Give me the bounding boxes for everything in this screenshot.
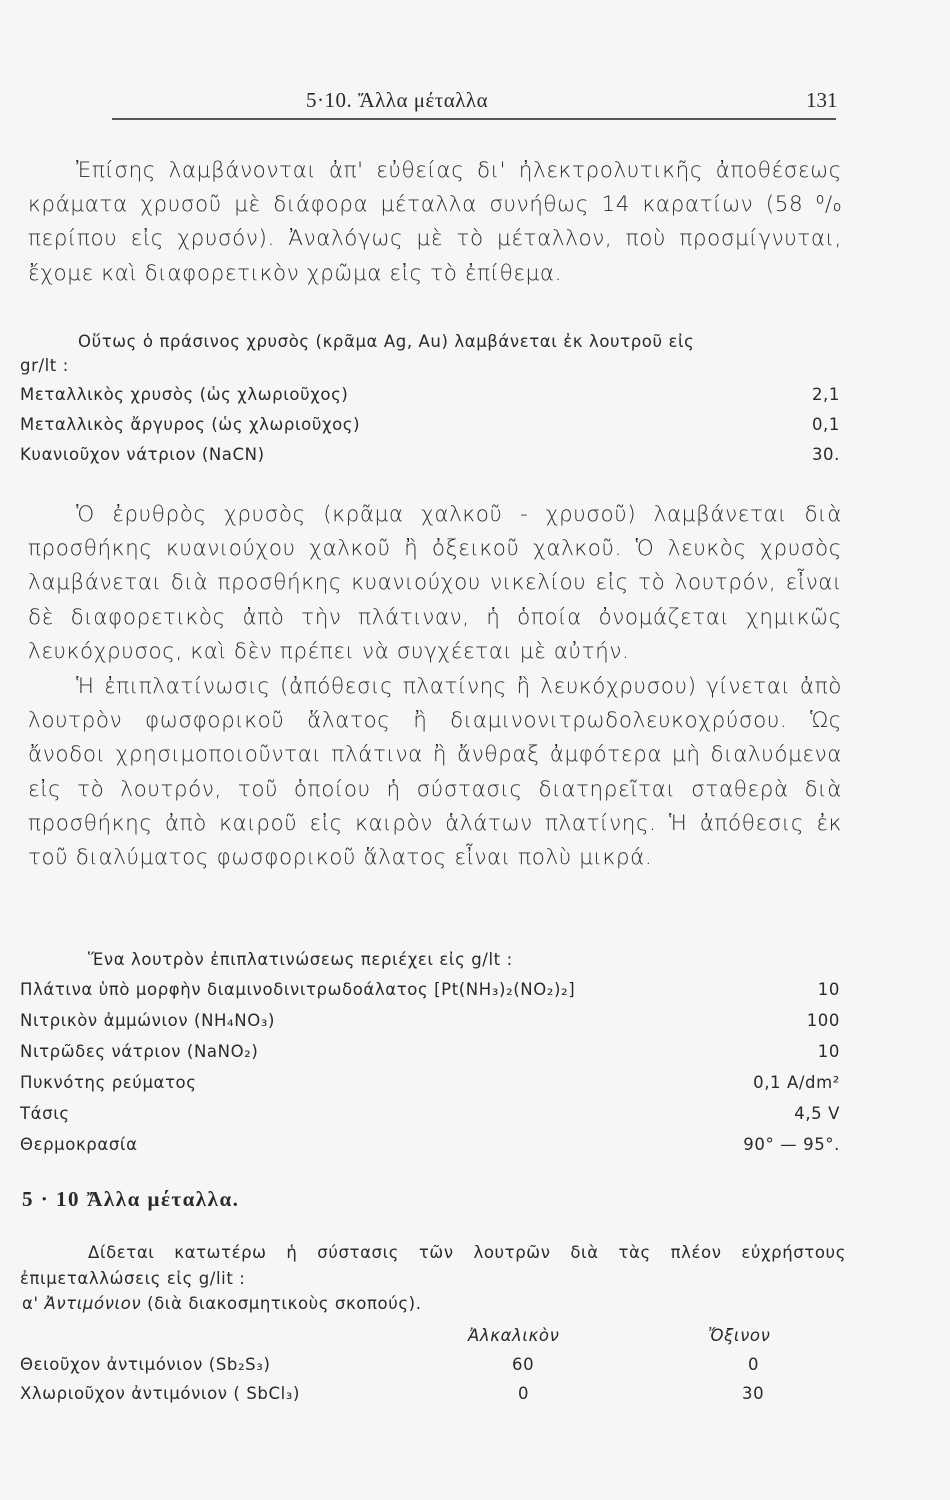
table-row bbox=[20, 415, 840, 445]
row-label: Πλάτινα ὑπὸ μορφὴν διαμινοδινιτρωδοάλατος [Pt(NH₃)₂(NO₂)₂] bbox=[20, 980, 576, 999]
table-row bbox=[20, 1355, 840, 1385]
green-gold-intro: Οὕτως ὁ πράσινος χρυσὸς (κρᾶμα Ag, Au) λαμβάνεται ἐκ λουτροῦ εἰς bbox=[78, 332, 695, 351]
header-rule bbox=[112, 118, 836, 120]
row-value: 90° — 95°. bbox=[743, 1135, 840, 1154]
platinum-bath-intro: Ἕνα λουτρὸν ἐπιπλατινώσεως περιέχει εἰς g/lt : bbox=[88, 950, 513, 969]
row-value: 10 bbox=[817, 980, 840, 999]
section-intro: Δίδεται κατωτέρω ἡ σύστασις τῶν λουτρῶν διὰ τὰς πλέον εὐχρήστους ἐπιμεταλλώσεις εἰς g/lit : bbox=[20, 1243, 846, 1288]
row-value: 100 bbox=[806, 1011, 840, 1030]
row-value-alkaline: 0 bbox=[518, 1384, 530, 1403]
green-gold-unit: gr/lt : bbox=[20, 356, 69, 375]
column-header-alkaline: Ἀλκαλικὸν bbox=[468, 1326, 560, 1345]
row-value-alkaline: 60 bbox=[512, 1355, 535, 1374]
row-value: 10 bbox=[817, 1042, 840, 1061]
row-value: 30. bbox=[811, 445, 840, 464]
subsection-name: Ἀντιμόνιον bbox=[44, 1294, 142, 1313]
row-label: Μεταλλικὸς χρυσὸς (ὡς χλωριοῦχος) bbox=[20, 385, 349, 404]
row-label: Πυκνότης ρεύματος bbox=[20, 1073, 197, 1092]
running-title: 5·10. Ἄλλα μέταλλα bbox=[306, 88, 489, 112]
section-heading: 5 · 10 Ἄλλα μέταλλα. bbox=[22, 1187, 240, 1211]
row-value-acid: 0 bbox=[748, 1355, 760, 1374]
row-label: Χλωριοῦχον ἀντιμόνιον ( SbCl₃) bbox=[20, 1384, 301, 1403]
table-row bbox=[20, 980, 840, 1010]
row-value: 2,1 bbox=[811, 385, 840, 404]
row-label: Θερμοκρασία bbox=[20, 1135, 138, 1154]
row-value: 0,1 A/dm² bbox=[753, 1073, 840, 1092]
table-row bbox=[20, 1135, 840, 1165]
row-label: Μεταλλικὸς ἄργυρος (ὡς χλωριοῦχος) bbox=[20, 415, 361, 434]
column-header-acid: Ὄξινον bbox=[708, 1326, 771, 1345]
row-value: 4,5 V bbox=[794, 1104, 840, 1123]
paragraph-platinum-plating: Ἡ ἐπιπλατίνωσις (ἀπόθεσις πλατίνης ἢ λευκόχρυσου) γίνεται ἀπὸ λουτρὸν φωσφορικοῦ ἅλατος ἢ διαμινονιτρωδολευκοχρύσου. Ὡς ἄνοδοι χρησιμοποιοῦνται πλάτινα ἢ ἄνθραξ ἀμφότερα μὴ διαλυόμενα εἰς τὸ λουτρόν, τοῦ ὁποίου ἡ σύστασις διατηρεῖται σταθερὰ διὰ προσθήκης ἀπὸ καιροῦ εἰς καιρὸν ἁλάτων πλατίνης. Ἡ ἀπόθεσις ἐκ τοῦ διαλύματος φωσφορικοῦ ἅλατος εἶναι πολὺ μικρά. bbox=[28, 674, 842, 871]
subsection-note: (διὰ διακοσμητικοὺς σκοπούς). bbox=[147, 1294, 422, 1313]
row-label: Τάσις bbox=[20, 1104, 70, 1123]
table-row bbox=[20, 1042, 840, 1072]
row-label: Θειοῦχον ἀντιμόνιον (Sb₂S₃) bbox=[20, 1355, 271, 1374]
table-row bbox=[20, 1073, 840, 1103]
table-row bbox=[20, 385, 840, 415]
page-number: 131 bbox=[806, 88, 838, 112]
row-label: Νιτρῶδες νάτριον (NaNO₂) bbox=[20, 1042, 259, 1061]
row-label: Νιτρικὸν ἀμμώνιον (NH₄NO₃) bbox=[20, 1011, 276, 1030]
table-row bbox=[20, 445, 840, 475]
subsection-line bbox=[22, 1294, 422, 1313]
subsection-marker: α' bbox=[22, 1294, 39, 1313]
table-row bbox=[20, 1011, 840, 1041]
row-label: Κυανιοῦχον νάτριον (NaCN) bbox=[20, 445, 265, 464]
table-row bbox=[20, 1384, 840, 1414]
paragraph-red-white-gold: Ὁ ἐρυθρὸς χρυσὸς (κρᾶμα χαλκοῦ - χρυσοῦ) λαμβάνεται διὰ προσθήκης κυανιούχου χαλκοῦ ἢ ὀξεικοῦ χαλκοῦ. Ὁ λευκὸς χρυσὸς λαμβάνεται διὰ προσθήκης κυανιούχου νικελίου εἰς τὸ λουτρόν, εἶναι δὲ διαφορετικὸς ἀπὸ τὴν πλάτιναν, ἡ ὁποία ὀνομάζεται χημικῶς λευκόχρυσος, καὶ δὲν πρέπει νὰ συγχέεται μὲ αὐτήν. bbox=[28, 502, 842, 664]
row-value-acid: 30 bbox=[742, 1384, 765, 1403]
paragraph-alloys: Ἐπίσης λαμβάνονται ἀπ' εὐθείας δι' ἠλεκτρολυτικῆς ἀποθέσεως κράματα χρυσοῦ μὲ διάφορα μέταλλα συνήθως 14 καρατίων (58 ⁰/₀ περίπου εἰς χρυσόν). Ἀναλόγως μὲ τὸ μέταλλον, ποὺ προσμίγνυται, ἔχομε καὶ διαφορετικὸν χρῶμα εἰς τὸ ἐπίθεμα. bbox=[28, 158, 842, 286]
row-value: 0,1 bbox=[811, 415, 840, 434]
page-header bbox=[0, 82, 950, 122]
table-row bbox=[20, 1104, 840, 1134]
